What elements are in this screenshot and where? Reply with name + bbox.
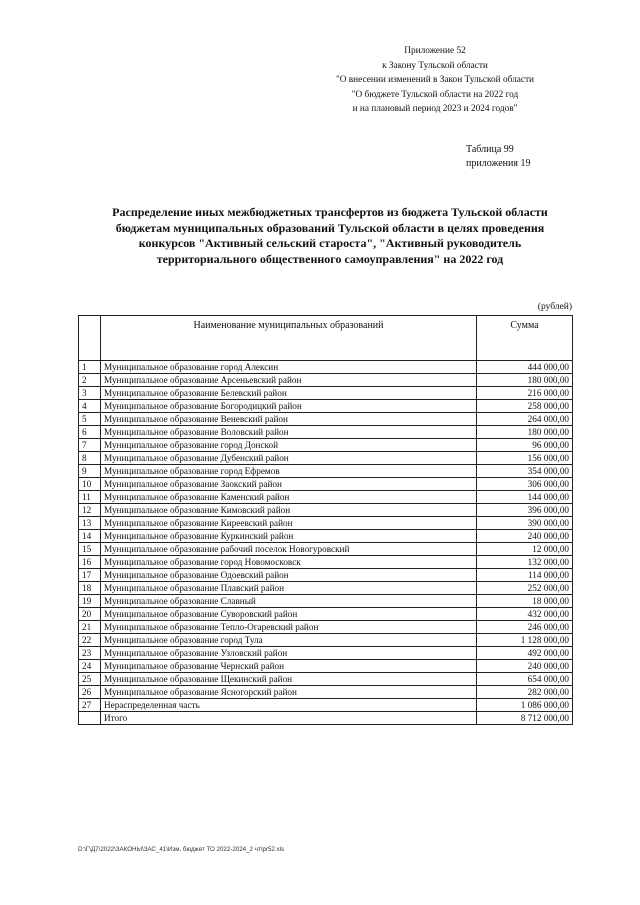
table-row	[79, 465, 573, 478]
table-row	[79, 712, 573, 725]
title-line: территориального общественного самоуправления" на 2022 год	[156, 251, 504, 266]
row-number: 9	[79, 465, 101, 478]
table-row	[79, 452, 573, 465]
table-row	[79, 569, 573, 582]
row-sum: 1 086 000,00	[477, 699, 573, 712]
row-number: 22	[79, 634, 101, 647]
table-row	[79, 517, 573, 530]
row-number: 8	[79, 452, 101, 465]
row-number: 18	[79, 582, 101, 595]
municipality-name: Муниципальное образование город Алексин	[101, 361, 477, 374]
row-sum: 1 128 000,00	[477, 634, 573, 647]
table-row	[79, 556, 573, 569]
row-number: 26	[79, 686, 101, 699]
row-sum: 180 000,00	[477, 374, 573, 387]
table-body	[79, 361, 573, 725]
title-line: бюджетам муниципальных образований Тульской области в целях проведения	[115, 220, 545, 235]
row-number: 15	[79, 543, 101, 556]
table-row	[79, 374, 573, 387]
municipality-name: Муниципальное образование город Ефремов	[101, 465, 477, 478]
municipality-name: Муниципальное образование Одоевский район	[101, 569, 477, 582]
municipality-name: Муниципальное образование Тепло-Огаревский район	[101, 621, 477, 634]
row-number: 11	[79, 491, 101, 504]
row-sum: 132 000,00	[477, 556, 573, 569]
municipality-name: Муниципальное образование Киреевский район	[101, 517, 477, 530]
municipality-name: Муниципальное образование город Тула	[101, 634, 477, 647]
document-title	[70, 205, 590, 267]
row-sum: 258 000,00	[477, 400, 573, 413]
header-number	[79, 316, 101, 361]
table-row	[79, 660, 573, 673]
appendix-line: "О бюджете Тульской области на 2022 год	[351, 89, 519, 100]
row-number: 2	[79, 374, 101, 387]
municipality-name: Муниципальное образование Чернский район	[101, 660, 477, 673]
row-number: 23	[79, 647, 101, 660]
table-row	[79, 686, 573, 699]
row-number: 19	[79, 595, 101, 608]
row-sum: 264 000,00	[477, 413, 573, 426]
appendix-line: Приложение 52	[404, 46, 466, 56]
row-number: 14	[79, 530, 101, 543]
table-row	[79, 621, 573, 634]
municipality-name: Муниципальное образование Ясногорский район	[101, 686, 477, 699]
row-number: 25	[79, 673, 101, 686]
row-sum: 144 000,00	[477, 491, 573, 504]
table-row	[79, 543, 573, 556]
row-sum: 444 000,00	[477, 361, 573, 374]
row-sum: 240 000,00	[477, 660, 573, 673]
table-ref-line: Таблица 99	[466, 144, 514, 155]
municipality-name: Муниципальное образование Щекинский район	[101, 673, 477, 686]
municipality-name: Муниципальное образование Плавский район	[101, 582, 477, 595]
row-number: 16	[79, 556, 101, 569]
municipality-name: Муниципальное образование город Донской	[101, 439, 477, 452]
appendix-reference	[300, 44, 570, 117]
row-number: 17	[79, 569, 101, 582]
table-row	[79, 647, 573, 660]
header-sum: Сумма	[477, 316, 573, 361]
row-sum: 156 000,00	[477, 452, 573, 465]
table-row	[79, 504, 573, 517]
table-row	[79, 426, 573, 439]
municipality-name: Муниципальное образование рабочий поселок Новогуровский	[101, 543, 477, 556]
row-sum: 354 000,00	[477, 465, 573, 478]
municipality-name: Нераспределенная часть	[101, 699, 477, 712]
municipality-name: Муниципальное образование Арсеньевский район	[101, 374, 477, 387]
table-row	[79, 387, 573, 400]
table-row	[79, 491, 573, 504]
row-sum: 396 000,00	[477, 504, 573, 517]
municipality-name: Муниципальное образование Суворовский район	[101, 608, 477, 621]
row-sum: 246 000,00	[477, 621, 573, 634]
appendix-line: к Закону Тульской области	[382, 60, 488, 71]
municipality-name: Муниципальное образование Кимовский район	[101, 504, 477, 517]
municipality-name: Муниципальное образование Каменский район	[101, 491, 477, 504]
table-row	[79, 595, 573, 608]
row-number: 21	[79, 621, 101, 634]
row-sum: 96 000,00	[477, 439, 573, 452]
table-row	[79, 699, 573, 712]
row-number: 24	[79, 660, 101, 673]
table-row	[79, 439, 573, 452]
row-sum: 114 000,00	[477, 569, 573, 582]
row-sum: 240 000,00	[477, 530, 573, 543]
municipality-name: Муниципальное образование город Новомосковск	[101, 556, 477, 569]
table-row	[79, 400, 573, 413]
title-line: конкурсов "Активный сельский староста", "Активный руководитель	[138, 236, 522, 250]
header-name: Наименование муниципальных образований	[101, 316, 477, 361]
municipality-name: Муниципальное образование Веневский район	[101, 413, 477, 426]
table-row	[79, 361, 573, 374]
row-sum: 180 000,00	[477, 426, 573, 439]
row-number: 7	[79, 439, 101, 452]
row-number: 5	[79, 413, 101, 426]
municipality-name: Муниципальное образование Куркинский район	[101, 530, 477, 543]
table-row	[79, 634, 573, 647]
municipality-name: Муниципальное образование Воловский район	[101, 426, 477, 439]
distribution-table	[78, 315, 573, 725]
table-row	[79, 608, 573, 621]
row-sum: 18 000,00	[477, 595, 573, 608]
municipality-name: Итого	[101, 712, 477, 725]
table-row	[79, 478, 573, 491]
municipality-name: Муниципальное образование Славный	[101, 595, 477, 608]
appendix-line: и на плановый период 2023 и 2024 годов"	[352, 104, 518, 114]
row-number: 3	[79, 387, 101, 400]
table-row	[79, 582, 573, 595]
municipality-name: Муниципальное образование Узловский район	[101, 647, 477, 660]
row-number: 1	[79, 361, 101, 374]
title-line: Распределение иных межбюджетных трансфертов из бюджета Тульской области	[112, 205, 548, 219]
row-number: 20	[79, 608, 101, 621]
row-sum: 252 000,00	[477, 582, 573, 595]
municipality-name: Муниципальное образование Заокский район	[101, 478, 477, 491]
table-row	[79, 413, 573, 426]
table-ref-line: приложения 19	[466, 158, 531, 169]
row-number: 12	[79, 504, 101, 517]
appendix-line: "О внесении изменений в Закон Тульской области	[335, 75, 535, 85]
row-number: 27	[79, 699, 101, 712]
row-number: 4	[79, 400, 101, 413]
municipality-name: Муниципальное образование Дубенский район	[101, 452, 477, 465]
row-sum: 216 000,00	[477, 387, 573, 400]
municipality-name: Муниципальное образование Белевский район	[101, 387, 477, 400]
file-path-footer: D:\Г\Д7\2022\ЗАКОНЫ\ЗАС_41\Изм. бюджет ТО 2022-2024_2 чт\pr52.xls	[78, 846, 285, 853]
row-sum: 492 000,00	[477, 647, 573, 660]
row-number	[79, 712, 101, 725]
row-number: 13	[79, 517, 101, 530]
row-sum: 654 000,00	[477, 673, 573, 686]
row-sum: 432 000,00	[477, 608, 573, 621]
municipality-name: Муниципальное образование Богородицкий район	[101, 400, 477, 413]
row-sum: 306 000,00	[477, 478, 573, 491]
row-number: 6	[79, 426, 101, 439]
table-row	[79, 673, 573, 686]
table-row	[79, 530, 573, 543]
row-number: 10	[79, 478, 101, 491]
row-sum: 390 000,00	[477, 517, 573, 530]
row-sum: 8 712 000,00	[477, 712, 573, 725]
row-sum: 12 000,00	[477, 543, 573, 556]
row-sum: 282 000,00	[477, 686, 573, 699]
table-reference	[466, 143, 586, 171]
table-header-row	[79, 316, 573, 361]
unit-label: (рублей)	[537, 302, 572, 312]
